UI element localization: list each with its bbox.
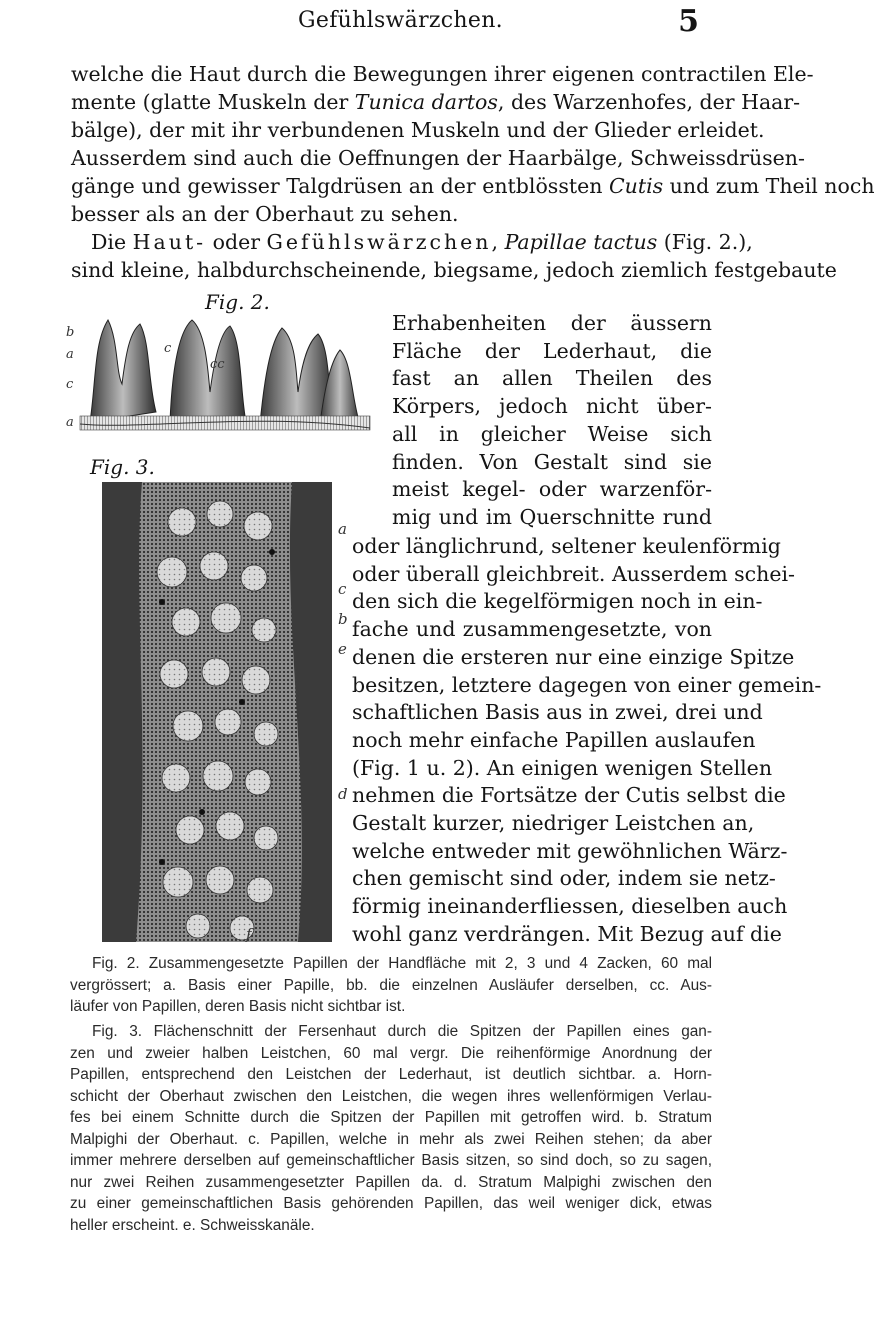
- figure-3-illustration: [102, 482, 332, 942]
- figure-3-letter: e: [338, 640, 347, 658]
- text-line: noch mehr einfache Papillen auslaufen: [352, 727, 756, 752]
- text-line: Erhabenheiten der äussern: [392, 311, 712, 335]
- figure-3-caption: [70, 1021, 712, 1236]
- text-line: Die Haut- oder Gefühlswärzchen, Papillae tactus (Fig. 2.),: [91, 230, 753, 254]
- text-line: fast an allen Theilen des: [392, 366, 712, 391]
- figure-2-letter: c: [66, 377, 74, 392]
- text-line: bälge), der mit ihr verbundenen Muskeln und der Glieder erleidet.: [71, 118, 765, 142]
- text-line: finden. Von Gestalt sind sie: [392, 449, 712, 474]
- text-line: oder länglichrund, seltener keulenförmig: [352, 534, 781, 558]
- text-line: Körpers, jedoch nicht über-: [392, 394, 712, 419]
- wrap-text-fig3: [352, 533, 822, 949]
- text-line: nehmen die Fortsätze der Cutis selbst die: [352, 783, 786, 808]
- figure-2-letter: a: [66, 347, 74, 362]
- caption-line: immer mehrere derselben auf gemeinschaftlicher Basis sitzen, so sind doch, so zu sagen,: [70, 1152, 712, 1169]
- text-line: (Fig. 1 u. 2). An einigen wenigen Stellen: [352, 755, 773, 780]
- caption-line: schicht der Oberhaut zwischen den Leistchen, die wegen ihres wellenförmigen Verlau-: [70, 1087, 712, 1105]
- caption-line: Fig. 2. Zusammengesetzte Papillen der Handfläche mit 2, 3 und 4 Zacken, 60 mal: [92, 955, 712, 972]
- text-line: Gestalt kurzer, niedriger Leistchen an,: [352, 811, 755, 836]
- text-line: oder überall gleichbreit. Ausserdem schei-: [352, 561, 795, 586]
- figure-3-letter: d: [338, 785, 348, 803]
- caption-line: zu einer gemeinschaftlichen Basis gehörenden Papillen, das weil weniger dick, etwas: [70, 1195, 712, 1212]
- figure-3-letter: b: [338, 610, 348, 628]
- figure-2-letter: a: [66, 415, 74, 430]
- text-line: besitzen, letztere dagegen von einer gemein-: [352, 672, 822, 697]
- paragraph-1: [71, 60, 875, 284]
- text-line: besser als an der Oberhaut zu sehen.: [71, 202, 459, 226]
- text-line: welche entweder mit gewöhnlichen Wärz-: [352, 838, 788, 863]
- text-line: denen die ersteren nur eine einzige Spitze: [352, 644, 795, 669]
- figure-2-label: Fig. 2.: [205, 290, 270, 314]
- caption-line: läufer von Papillen, deren Basis nicht sichtbar ist.: [70, 998, 406, 1015]
- figure-2-illustration: [60, 312, 380, 434]
- figure-2-caption: [70, 953, 712, 1018]
- caption-line: fes bei einem Schnitte durch die Spitzen der Papillen mit getroffen wird. b. Stratum: [70, 1109, 712, 1126]
- text-line: den sich die kegelförmigen noch in ein-: [352, 589, 763, 614]
- figure-3-letter: f: [246, 925, 252, 943]
- text-line: mig und im Querschnitte rund: [392, 504, 712, 529]
- caption-line: nur zwei Reihen zusammengesetzter Papillen da. d. Stratum Malpighi zwischen den: [70, 1173, 712, 1191]
- caption-line: heller erscheint. e. Schweisskanäle.: [70, 1216, 315, 1234]
- caption-line: vergrössert; a. Basis einer Papille, bb. die einzelnen Ausläufer derselben, cc. Aus-: [70, 976, 712, 994]
- text-line: Ausserdem sind auch die Oeffnungen der Haarbälge, Schweissdrüsen-: [71, 146, 805, 170]
- text-line: Fläche der Lederhaut, die: [392, 338, 712, 363]
- wrap-text-fig2: [392, 310, 712, 532]
- caption-line: Fig. 3. Flächenschnitt der Fersenhaut durch die Spitzen der Papillen eines gan-: [92, 1023, 712, 1040]
- text-line: gänge und gewisser Talgdrüsen an der entblössten Cutis und zum Theil noch: [71, 174, 875, 198]
- caption-line: zen und zweier halben Leistchen, 60 mal vergr. Die reihenförmige Anordnung der: [70, 1044, 712, 1062]
- text-line: sind kleine, halbdurchscheinende, biegsame, jedoch ziemlich festgebaute: [71, 258, 837, 282]
- text-line: mente (glatte Muskeln der Tunica dartos, des Warzenhofes, der Haar-: [71, 90, 801, 114]
- figure-2-letter: c: [164, 341, 172, 356]
- text-line: förmig ineinanderfliessen, dieselben auch: [352, 894, 788, 919]
- text-line: meist kegel- oder warzenför-: [392, 477, 712, 502]
- figure-2-letter: b: [66, 325, 75, 340]
- text-line: fache und zusammengesetzte, von: [352, 617, 712, 642]
- caption-line: Malpighi der Oberhaut. c. Papillen, welche in mehr als zwei Reihen stehen; da aber: [70, 1130, 712, 1148]
- text-line: wohl ganz verdrängen. Mit Bezug auf die: [352, 921, 782, 946]
- running-header: Gefühlswärzchen.: [298, 8, 503, 33]
- page-number: 5: [678, 4, 699, 39]
- text-line: welche die Haut durch die Bewegungen ihrer eigenen contractilen Ele-: [71, 62, 814, 86]
- figure-3-letter: c: [338, 580, 347, 598]
- text-line: schaftlichen Basis aus in zwei, drei und: [352, 700, 763, 725]
- figure-3-label: Fig. 3.: [90, 455, 155, 479]
- figure-2-letter: cc: [210, 357, 225, 372]
- text-line: all in gleicher Weise sich: [392, 421, 712, 446]
- figure-3-letter: a: [338, 520, 347, 538]
- text-line: chen gemischt sind oder, indem sie netz-: [352, 866, 776, 891]
- caption-line: Papillen, entsprechend den Leistchen der Lederhaut, ist deutlich sichtbar. a. Horn-: [70, 1066, 712, 1083]
